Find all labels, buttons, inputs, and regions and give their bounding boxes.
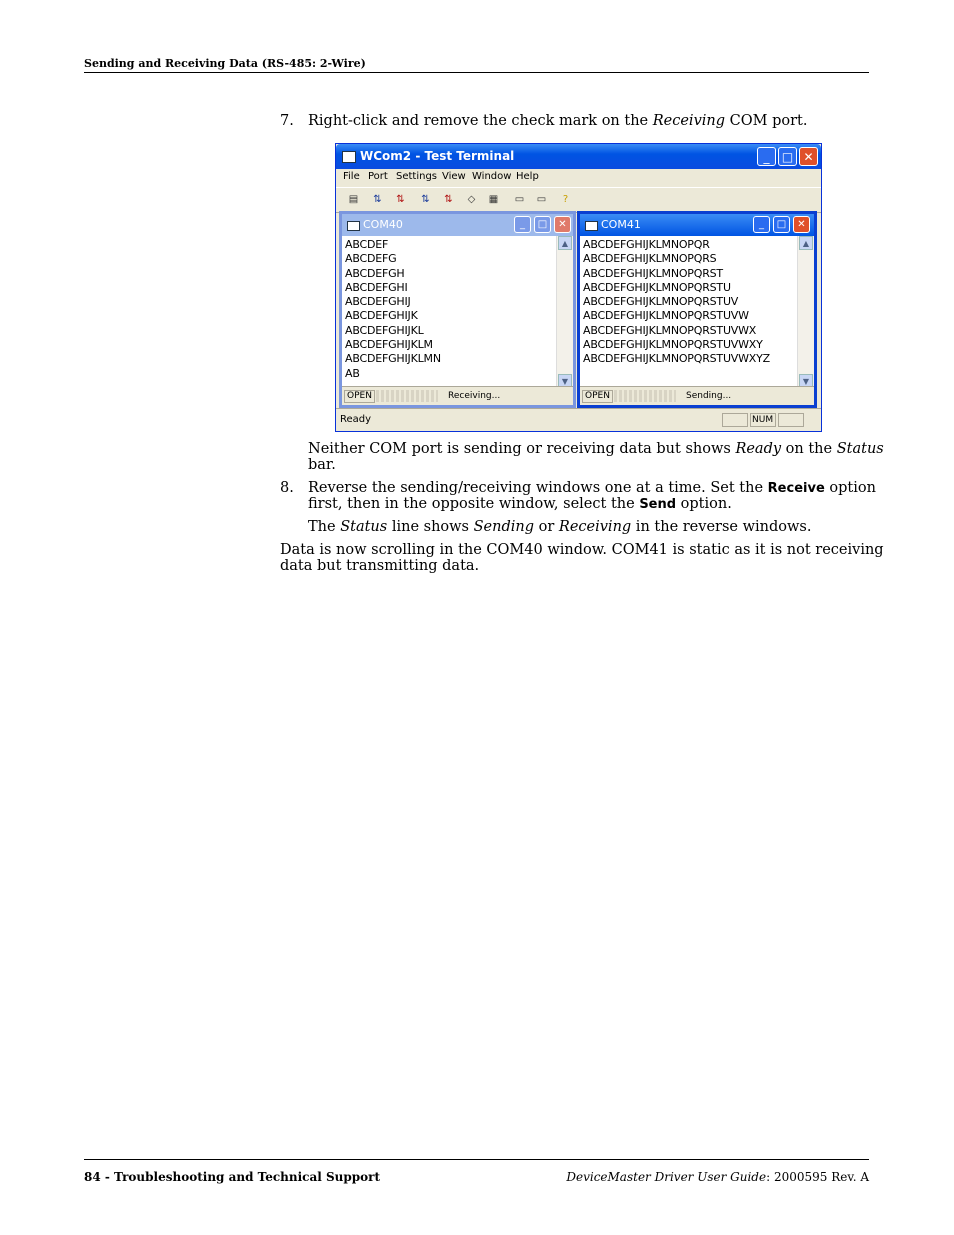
step-7-number: 7. <box>280 113 294 129</box>
com41-status-bar <box>580 386 814 405</box>
terminal-line: AB <box>345 366 360 380</box>
scroll-up-icon[interactable]: ▲ <box>558 236 572 250</box>
com40-activity-bars <box>376 390 438 402</box>
com41-open-label: OPEN <box>582 390 613 403</box>
com41-maximize-button[interactable]: □ <box>773 216 790 233</box>
window-icon <box>347 221 360 231</box>
footer-doc-title: DeviceMaster Driver User Guide: 2000595 Rev. A <box>566 1170 869 1184</box>
clear-icon[interactable]: ◇ <box>467 194 476 205</box>
app-titlebar <box>336 144 821 169</box>
terminal-line: ABCDEFGHIJKLMN <box>345 352 441 366</box>
com40-status-bar <box>342 386 573 405</box>
closing-line-1: Data is now scrolling in the COM40 window. COM41 is static as it is not receiving <box>280 542 884 558</box>
scroll-up-icon[interactable]: ▲ <box>799 236 813 250</box>
new-icon[interactable]: ▤ <box>348 194 359 205</box>
terminal-line: ABCDEFGHIJK <box>345 309 418 323</box>
com41-scrollbar[interactable] <box>797 236 814 388</box>
menu-port[interactable]: Port <box>368 171 388 182</box>
terminal-line: ABCDEFGH <box>345 266 405 280</box>
com40-status-text: Receiving... <box>448 391 501 401</box>
step-8-line-2: first, then in the opposite window, select the Send option. <box>308 496 732 512</box>
terminal-line: ABCDEFGHIJKLMNOPQRSTUVW <box>583 309 749 323</box>
terminal-line: ABCDEFGHIJKLMNOPQRSTUV <box>583 295 739 309</box>
com41-status-text: Sending... <box>686 391 732 401</box>
minimize-button[interactable]: _ <box>757 147 776 166</box>
status-num: NUM <box>752 415 774 425</box>
step-8-note: The Status line shows Sending or Receiving in the reverse windows. <box>308 519 812 535</box>
menu-file[interactable]: File <box>343 171 360 182</box>
com41-terminal-text <box>583 238 770 367</box>
com41-minimize-button[interactable]: _ <box>753 216 770 233</box>
com41-activity-bars <box>614 390 676 402</box>
com41-close-button[interactable]: ✕ <box>793 216 810 233</box>
com40-close-button[interactable]: ✕ <box>554 216 571 233</box>
terminal-line: ABCDEFGHIJKL <box>345 323 424 337</box>
footer-page-label: 84 - Troubleshooting and Technical Support <box>84 1170 381 1184</box>
menu-window[interactable]: Window <box>472 171 512 182</box>
toolbar <box>336 187 821 213</box>
terminal-line: ABCDEFGHIJKLMNOPQRSTU <box>583 280 731 294</box>
terminal-line: ABCDEFGHIJKLMNOPQRSTUVWX <box>583 323 757 337</box>
step-7-note-line-1: Neither COM port is sending or receiving data but shows Ready on the Status <box>308 441 884 457</box>
terminal-line: ABCDEFGHIJKLMNOPQRSTUVWXY <box>583 338 763 352</box>
port-open-all-icon[interactable]: ⇅ <box>421 194 430 205</box>
com40-maximize-button[interactable]: □ <box>534 216 551 233</box>
close-button[interactable]: ✕ <box>799 147 818 166</box>
scroll-down-icon[interactable]: ▼ <box>799 374 813 388</box>
menu-bar <box>336 169 821 187</box>
com40-scrollbar[interactable] <box>556 236 573 388</box>
window-icon <box>585 221 598 231</box>
com40-open-label: OPEN <box>344 390 375 403</box>
com40-title: COM40 <box>363 218 403 231</box>
scroll-down-icon[interactable]: ▼ <box>558 374 572 388</box>
status-pane <box>722 413 748 427</box>
com40-window[interactable] <box>339 211 576 408</box>
terminal-line: ABCDEF <box>345 238 389 251</box>
terminal-line: ABCDEFG <box>345 252 397 266</box>
closing-line-2: data but transmitting data. <box>280 558 480 574</box>
wcom2-screenshot <box>335 143 822 432</box>
com41-titlebar <box>580 214 814 236</box>
change-view-icon[interactable]: ▦ <box>488 194 499 205</box>
terminal-line: ABCDEFGHIJKLMNOPQRS <box>583 252 717 266</box>
menu-settings[interactable]: Settings <box>396 171 438 182</box>
app-title: WCom2 - Test Terminal <box>360 149 515 163</box>
status-pane <box>778 413 804 427</box>
port-close-icon[interactable]: ⇅ <box>396 194 405 205</box>
terminal-line: ABCDEFGHIJ <box>345 295 411 309</box>
com40-minimize-button[interactable]: _ <box>514 216 531 233</box>
step-7-text: Right-click and remove the check mark on the Receiving COM port. <box>308 113 808 129</box>
com40-titlebar <box>342 214 573 236</box>
com40-terminal-text <box>345 238 441 381</box>
app-icon <box>342 151 356 163</box>
com41-title: COM41 <box>601 218 641 231</box>
com41-window[interactable] <box>577 211 817 408</box>
port-open-icon[interactable]: ⇅ <box>373 194 382 205</box>
line-icon[interactable]: ▭ <box>536 194 547 205</box>
terminal-line: ABCDEFGHIJKLM <box>345 338 433 352</box>
app-status-bar <box>336 408 821 431</box>
footer-rule <box>84 1159 869 1160</box>
step-8-number: 8. <box>280 480 294 496</box>
running-header: Sending and Receiving Data (RS-485: 2-Wire) <box>84 57 366 70</box>
port-close-all-icon[interactable]: ⇅ <box>444 194 453 205</box>
maximize-button[interactable]: □ <box>778 147 797 166</box>
terminal-line: ABCDEFGHI <box>345 280 408 294</box>
step-8-line-1: Reverse the sending/receiving windows one at a time. Set the Receive option <box>308 480 876 496</box>
menu-view[interactable]: View <box>442 171 466 182</box>
status-ready: Ready <box>340 414 372 425</box>
terminal-line: ABCDEFGHIJKLMNOPQRST <box>583 266 723 280</box>
help-icon[interactable]: ? <box>562 194 569 205</box>
keyboard-icon[interactable]: ▭ <box>514 194 525 205</box>
menu-help[interactable]: Help <box>516 171 539 182</box>
step-7-note-line-2: bar. <box>308 457 336 473</box>
terminal-line: ABCDEFGHIJKLMNOPQRSTUVWXYZ <box>583 352 770 366</box>
terminal-line: ABCDEFGHIJKLMNOPQR <box>583 238 710 251</box>
header-rule <box>84 72 869 73</box>
